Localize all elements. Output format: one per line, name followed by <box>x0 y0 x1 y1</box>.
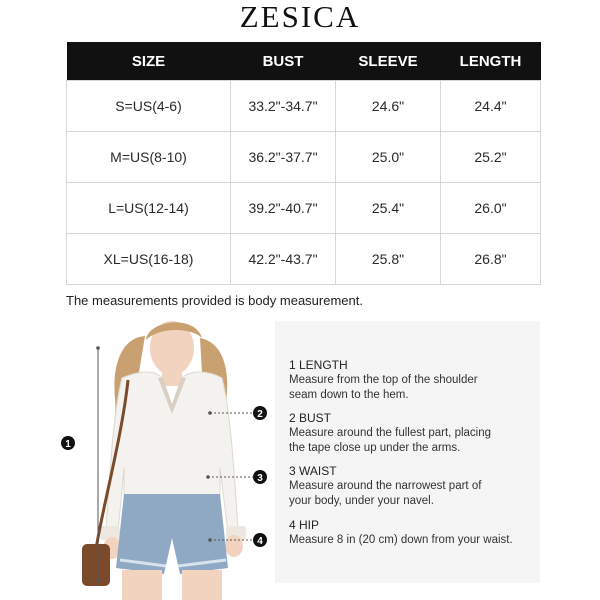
table-header-row <box>67 42 541 81</box>
header-length: LENGTH <box>441 42 541 81</box>
cell-length: 26.8" <box>441 234 541 285</box>
cell-sleeve: 25.4" <box>336 183 441 234</box>
table-row <box>67 234 541 285</box>
cell-bust: 39.2"-40.7" <box>231 183 336 234</box>
marker-1-label: 1 <box>65 439 71 450</box>
cell-length: 26.0" <box>441 183 541 234</box>
marker-1 <box>61 436 75 450</box>
measure-hip-title: 4 HIP <box>289 518 320 532</box>
cell-size: XL=US(16-18) <box>67 234 231 285</box>
measure-bust-title: 2 BUST <box>289 411 332 425</box>
cell-bust: 42.2"-43.7" <box>231 234 336 285</box>
header-bust: BUST <box>231 42 336 81</box>
measure-bust-desc-line2: the tape close up under the arms. <box>289 442 461 454</box>
header-size: SIZE <box>67 42 231 81</box>
cell-sleeve: 24.6" <box>336 81 441 132</box>
cell-sleeve: 25.8" <box>336 234 441 285</box>
brand-logo: ZESICA <box>239 0 361 34</box>
measure-bust-desc-line1: Measure around the fullest part, placing <box>289 427 492 439</box>
marker-3-label: 3 <box>257 473 263 484</box>
cell-length: 24.4" <box>441 81 541 132</box>
size-chart-table <box>66 42 541 285</box>
cell-bust: 33.2"-34.7" <box>231 81 336 132</box>
header-sleeve: SLEEVE <box>336 42 441 81</box>
table-row <box>67 183 541 234</box>
table-row <box>67 132 541 183</box>
marker-2-label: 2 <box>257 409 263 420</box>
cell-length: 25.2" <box>441 132 541 183</box>
model-photo <box>60 318 275 600</box>
marker-2 <box>253 406 267 420</box>
table-row <box>67 81 541 132</box>
measure-waist <box>289 464 534 508</box>
measure-hip <box>289 518 534 547</box>
measure-length-desc-line1: Measure from the top of the shoulder <box>289 374 478 386</box>
cell-sleeve: 25.0" <box>336 132 441 183</box>
measure-waist-desc-line2: your body, under your navel. <box>289 495 434 507</box>
marker-3 <box>253 470 267 484</box>
measurement-note: The measurements provided is body measurement. <box>66 293 363 308</box>
marker-4 <box>253 533 267 547</box>
measure-hip-desc-line1: Measure 8 in (20 cm) down from your waist. <box>289 534 513 546</box>
measure-length-title: 1 LENGTH <box>289 358 348 372</box>
model-illustration <box>60 318 275 600</box>
measure-waist-desc-line1: Measure around the narrowest part of <box>289 480 482 492</box>
measure-waist-title: 3 WAIST <box>289 464 337 478</box>
cell-size: L=US(12-14) <box>67 183 231 234</box>
cell-bust: 36.2"-37.7" <box>231 132 336 183</box>
measurement-guide-panel <box>275 321 540 583</box>
marker-4-label: 4 <box>257 536 263 547</box>
measure-length-desc-line2: seam down to the hem. <box>289 389 409 401</box>
measure-length <box>289 358 534 402</box>
cell-size: S=US(4-6) <box>67 81 231 132</box>
cell-size: M=US(8-10) <box>67 132 231 183</box>
measure-bust <box>289 411 534 455</box>
